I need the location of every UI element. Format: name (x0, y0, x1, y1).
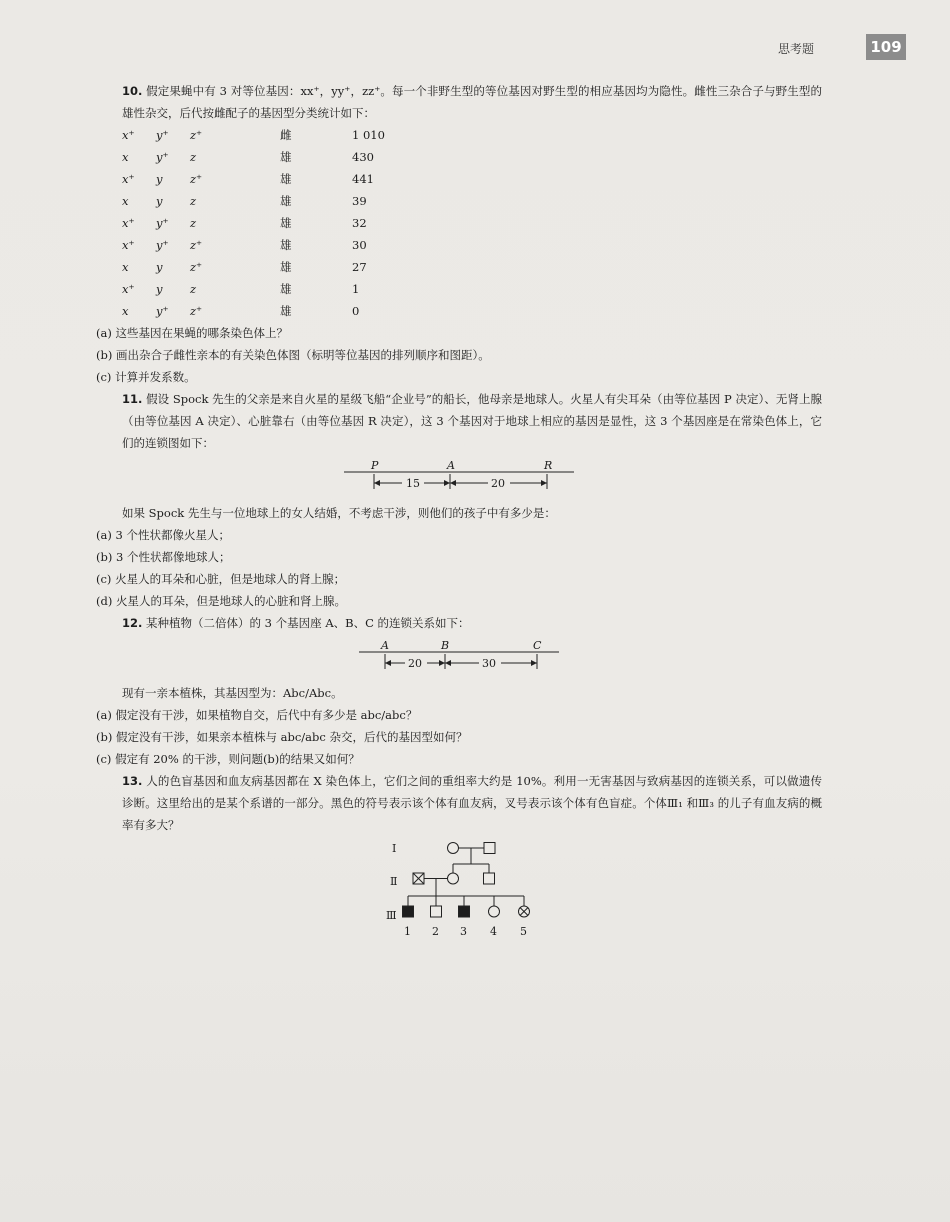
allele-y: y (156, 172, 163, 186)
allele-x: x (122, 260, 129, 274)
female-symbol (489, 906, 500, 917)
question-text: 某种植物（二倍体）的 3 个基因座 A、B、C 的连锁关系如下： (146, 616, 470, 630)
allele-y: y⁺ (156, 128, 169, 142)
sub-question-c: (c) 计算并发系数。 (96, 370, 196, 384)
male-hemophilia-symbol (459, 906, 470, 917)
genotype-row (122, 190, 472, 212)
count-cell: 1 010 (352, 128, 385, 142)
female-symbol (448, 873, 459, 884)
linkage-map-par (344, 458, 574, 498)
allele-x: x⁺ (122, 128, 135, 142)
question-12 (96, 612, 822, 770)
count-cell: 430 (352, 150, 374, 164)
genotype-row (122, 124, 472, 146)
question-11 (96, 388, 822, 612)
count-cell: 1 (352, 282, 360, 296)
locus-label: B (441, 639, 450, 652)
allele-y: y⁺ (156, 238, 169, 252)
sub-question-b: (b) 3 个性状都像地球人； (96, 550, 231, 564)
sub-question-c: (c) 火星人的耳朵和心脏，但是地球人的肾上腺； (96, 572, 346, 586)
individual-number: 4 (490, 925, 497, 938)
section-title: 思考题 (778, 42, 815, 56)
genotype-row (122, 168, 472, 190)
question-text: 假设 Spock 先生的父亲是来自火星的星级飞船“企业号”的船长，他母亲是地球人。火星人有尖耳朵（由等位基因 P 决定）、无肾上腺（由等位基因 A 决定）、心脏靠右（由等位基因 R 决定），这 3 个基因对于地球上相应的基因是显性，这 3 个基因座是在常染色体上，它们的连锁图如下： (122, 392, 823, 450)
distance-label: 20 (491, 477, 505, 490)
sub-question-a: (a) 假定没有干涉，如果植物自交，后代中有多少是 abc/abc？ (96, 708, 418, 722)
question-text: 人的色盲基因和血友病基因都在 X 染色体上，它们之间的重组率大约是 10%。利用一无害基因与致病基因的连锁关系，可以做遗传诊断。这里给出的是某个系谱的一部分。黑色的符号表示该个体有血友病，叉号表示该个体有色盲症。个体Ⅲ₁ 和Ⅲ₃ 的儿子有血友病的概率有多大？ (122, 774, 822, 832)
locus-label: A (447, 459, 455, 472)
question-13 (96, 770, 822, 942)
question-text: 假定果蝇中有 3 对等位基因：xx⁺，yy⁺，zz⁺。每一个非野生型的等位基因对野生型的相应基因均为隐性。雌性三杂合子与野生型的雄性杂交，后代按雌配子的基因型分类统计如下： (122, 84, 822, 120)
count-cell: 30 (352, 238, 367, 252)
distance-label: 15 (406, 477, 420, 490)
genotype-row (122, 256, 472, 278)
female-symbol (448, 843, 459, 854)
sex-cell: 雌 (280, 128, 292, 142)
allele-y: y (156, 260, 163, 274)
genotype-table (122, 124, 472, 322)
question-10 (96, 80, 822, 388)
question-number: 11. (122, 392, 143, 406)
allele-z: z (190, 150, 197, 164)
sex-cell: 雄 (280, 238, 292, 252)
generation-label: Ⅲ (386, 909, 397, 922)
question-intro: 如果 Spock 先生与一位地球上的女人结婚，不考虑干涉，则他们的孩子中有多少是： (122, 506, 556, 520)
sub-question-b: (b) 画出杂合子雌性亲本的有关染色体图（标明等位基因的排列顺序和图距）。 (96, 348, 490, 362)
sub-question-b: (b) 假定没有干涉，如果亲本植株与 abc/abc 杂交，后代的基因型如何？ (96, 730, 468, 744)
individual-number: 5 (520, 925, 527, 938)
locus-label: A (381, 639, 389, 652)
allele-z: z (190, 216, 197, 230)
sex-cell: 雄 (280, 282, 292, 296)
page-number: 109 (866, 34, 906, 60)
allele-y: y⁺ (156, 150, 169, 164)
genotype-row (122, 300, 472, 322)
count-cell: 27 (352, 260, 367, 274)
generation-label: Ⅱ (390, 875, 398, 888)
allele-y: y⁺ (156, 304, 169, 318)
allele-z: z⁺ (190, 260, 203, 274)
sub-question-d: (d) 火星人的耳朵，但是地球人的心脏和肾上腺。 (96, 594, 346, 608)
sex-cell: 雄 (280, 304, 292, 318)
allele-x: x⁺ (122, 238, 135, 252)
sex-cell: 雄 (280, 260, 292, 274)
genotype-row (122, 278, 472, 300)
sex-cell: 雄 (280, 194, 292, 208)
sub-question-c: (c) 假定有 20% 的干涉，则问题(b)的结果又如何？ (96, 752, 360, 766)
male-symbol (484, 843, 495, 854)
distance-label: 20 (408, 657, 422, 670)
allele-z: z⁺ (190, 304, 203, 318)
allele-z: z⁺ (190, 128, 203, 142)
page-content (96, 80, 822, 942)
male-symbol (431, 906, 442, 917)
allele-y: y (156, 194, 163, 208)
count-cell: 0 (352, 304, 360, 318)
genotype-row (122, 146, 472, 168)
question-number: 13. (122, 774, 143, 788)
linkage-map-abc (359, 638, 559, 678)
allele-y: y (156, 282, 163, 296)
sub-question-a: (a) 这些基因在果蝇的哪条染色体上？ (96, 326, 288, 340)
count-cell: 441 (352, 172, 374, 186)
question-number: 12. (122, 616, 143, 630)
question-number: 10. (122, 84, 143, 98)
allele-z: z (190, 282, 197, 296)
question-intro: 现有一亲本植株，其基因型为：Abc/Abc。 (122, 686, 343, 700)
genotype-row (122, 212, 472, 234)
male-symbol (484, 873, 495, 884)
generation-label: Ⅰ (392, 842, 397, 855)
allele-z: z⁺ (190, 172, 203, 186)
individual-number: 3 (460, 925, 467, 938)
sex-cell: 雄 (280, 216, 292, 230)
allele-x: x (122, 194, 129, 208)
locus-label: R (544, 459, 553, 472)
sex-cell: 雄 (280, 172, 292, 186)
allele-x: x (122, 304, 129, 318)
genotype-row (122, 234, 472, 256)
distance-label: 30 (482, 657, 496, 670)
allele-x: x (122, 150, 129, 164)
allele-x: x⁺ (122, 282, 135, 296)
allele-z: z⁺ (190, 238, 203, 252)
count-cell: 32 (352, 216, 367, 230)
allele-z: z (190, 194, 197, 208)
pedigree-chart (366, 838, 536, 942)
count-cell: 39 (352, 194, 367, 208)
allele-x: x⁺ (122, 216, 135, 230)
male-hemophilia-symbol (403, 906, 414, 917)
allele-y: y⁺ (156, 216, 169, 230)
individual-number: 2 (432, 925, 439, 938)
locus-label: P (371, 459, 379, 472)
individual-number: 1 (404, 925, 411, 938)
allele-x: x⁺ (122, 172, 135, 186)
locus-label: C (533, 639, 542, 652)
sub-question-a: (a) 3 个性状都像火星人； (96, 528, 230, 542)
sex-cell: 雄 (280, 150, 292, 164)
